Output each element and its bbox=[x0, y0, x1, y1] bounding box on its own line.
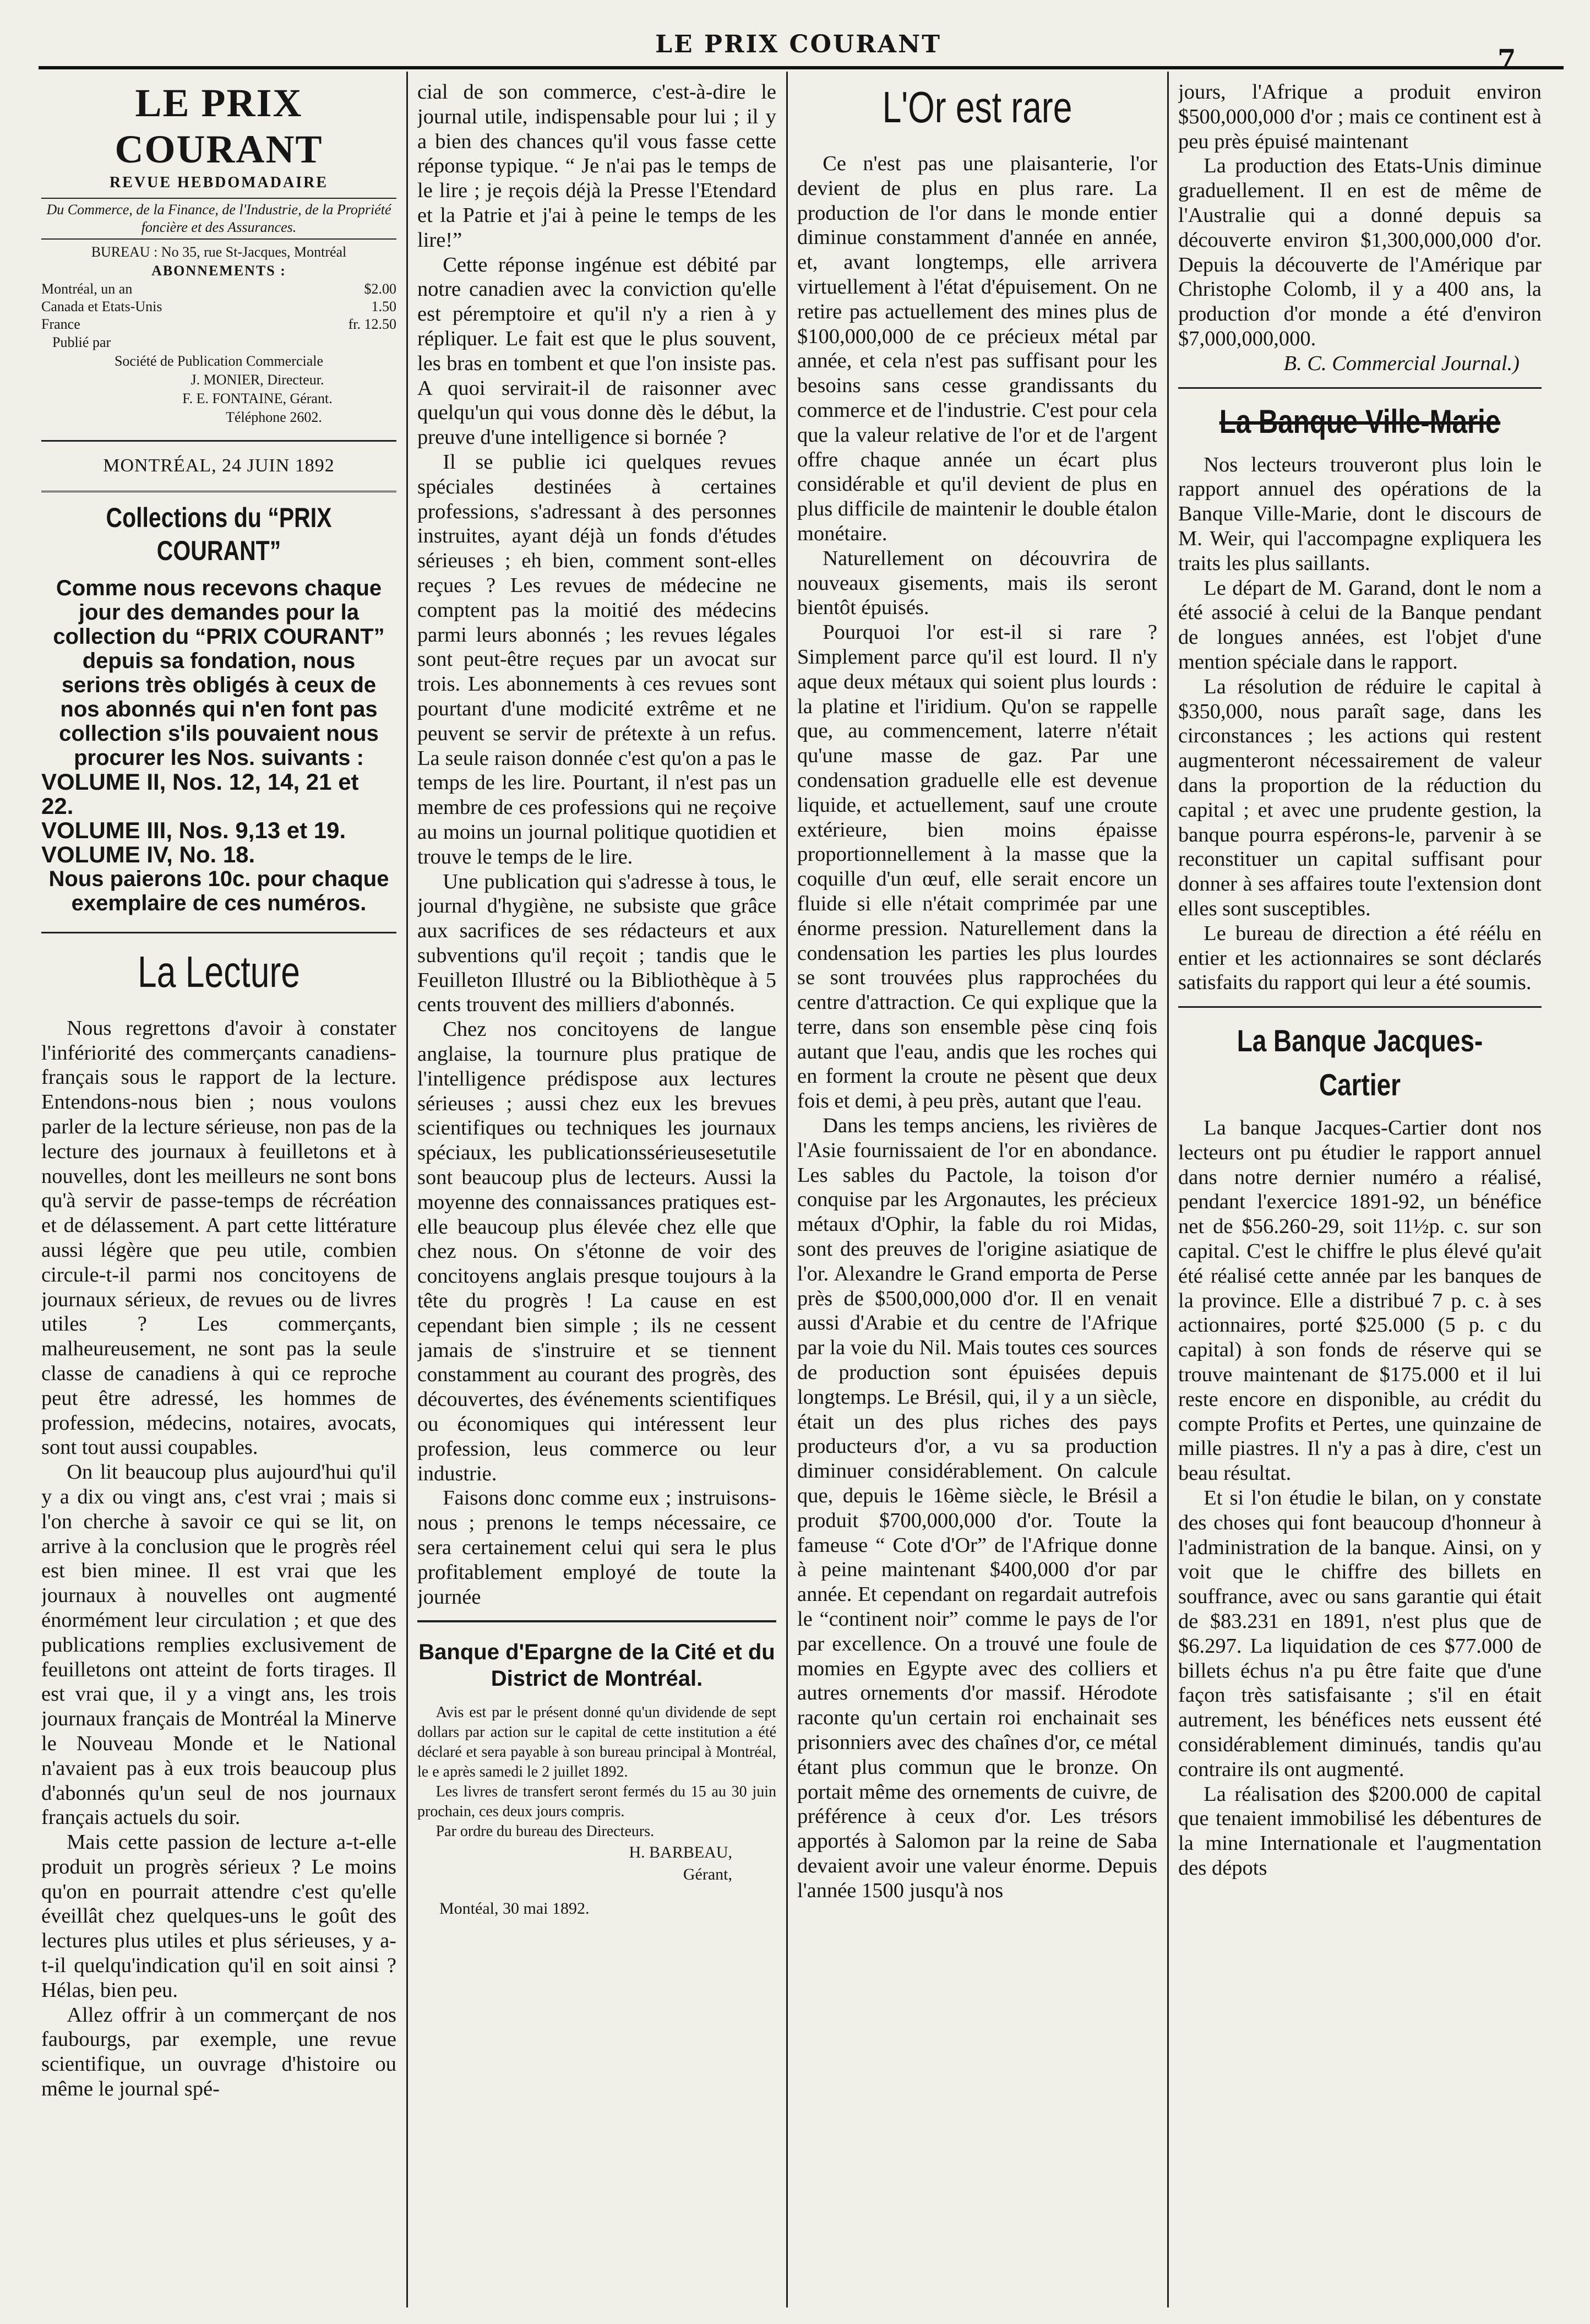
article-paragraph: Ce n'est pas une plaisanterie, l'or devient de plus en plus rare. La production de l'or dans le monde entier diminue constamment d'année en année, et, avant longtemps, elle arrivera virtuellement à l'état d'épuisement. On ne retire pas actuellement des mines plus de $100,000,000 de ce précieux métal par année, et cela n'est pas suffisant pour les besoins sans cesse grandissants du commerce et de l'industrie. C'est pour cela que la valeur relative de l'or et de l'argent offre chaque année un écart plus considérable et qu'il devient de plus en plus difficile de maintenir le double étalon monétaire. bbox=[797, 152, 1157, 545]
subscriptions-label: ABONNEMENTS : bbox=[151, 263, 286, 279]
issue-date: MONTRÉAL, 24 JUIN 1892 bbox=[41, 440, 396, 492]
article-paragraph: Allez offrir à un commerçant de nos faubourgs, par exemple, une revue scientifique, un ouvrage d'histoire ou même le journal spé- bbox=[41, 2003, 396, 2101]
article-paragraph: jours, l'Afrique a produit environ $500,000,000 d'or ; mais ce continent est à peu près épuisé maintenant bbox=[1178, 80, 1542, 153]
running-title: LE PRIX COURANT bbox=[655, 30, 941, 58]
article-paragraph: Cette réponse ingénue est débité par notre canadien avec la conviction qu'elle est péremptoire et qu'il n'y a rien à y répliquer. Le fait est que le plus souvent, les bras en tombent et que l'on insiste pas. A quoi servirait-il de raisonner avec quelqu'un qui vous donne dès le début, la preuve d'une intelligence si bornée ? bbox=[417, 253, 776, 449]
collections-text: Comme nous recevons chaque jour des demandes pour la collection du “PRIX COURANT” depuis sa fondation, nous serions très obligés à ceux de nos abonnés qui n'en font pas collection s'ils pouvaient nous procurer les Nos. suivants : bbox=[53, 575, 385, 770]
notice-signatory: H. BARBEAU, bbox=[629, 1843, 732, 1862]
notice-paragraph: Les livres de transfert seront fermés du 15 au 30 juin prochain, ces deux jours compris. bbox=[417, 1783, 776, 1821]
section-rule bbox=[1178, 1006, 1542, 1008]
collections-volume-2: VOLUME II, Nos. 12, 14, 21 et 22. bbox=[41, 768, 359, 819]
masthead bbox=[41, 80, 396, 427]
article-paragraph: Chez nos concitoyens de langue anglaise, la tournure plus pratique de l'intelligence prédispose aux lectures sérieuses ; aussi chez eux les brevues scientifiques ou techniques les journaux spéciaux, les publicationssérieusesetutile sont beaucoup plus de lecteurs. Aussi la moyenne des connaissances pratiques est-elle beaucoup plus élevée chez elle que chez nous. On s'étonne de voir des concitoyens anglais presque toujours à la tête du progrès ! La cause en est cependant bien simple ; ils ne cessent jamais de s'instruire et se tiennent constamment au courant des progrès, des découvertes, des événements scientifiques ou économiques qui intéressent leur profession, leus commerce ou leur industrie. bbox=[417, 1018, 776, 1485]
article-source: B. C. Commercial Journal.) bbox=[1283, 351, 1520, 375]
article-paragraph: La production des Etats-Unis diminue graduellement. Il en est de même de l'Australie qui a donné depuis sa découverte environ $1,300,000,000 d'or. Depuis la découverte de l'Amérique par Christophe Colomb, il y a 400 ans, la production d'or monde a été d'environ $7,000,000,000. bbox=[1178, 154, 1542, 350]
article-paragraph: Le départ de M. Garand, dont le nom a été associé à celui de la Banque pendant de longues années, est l'objet d'une mention spéciale dans le rapport. bbox=[1178, 576, 1542, 674]
or-rare-heading: L'Or est rare bbox=[882, 83, 1072, 132]
article-paragraph: On lit beaucoup plus aujourd'hui qu'il y a dix ou vingt ans, c'est vrai ; mais si l'on cherche à savoir ce qui se lit, on arrive à la conclusion que le progrès réel est bien minee. Il est vrai que les journaux à nouvelles ont augmenté énormément leur circulation ; et que des publications remplies exclusivement de feuilletons ont atteint de forts tirages. Il est vrai que, il y a vingt ans, les trois journaux français de Montréal la Minerve le Nouveau Monde et le National n'avaient pas à eux trois beaucoup plus d'abonnés qu'un seul de nos journaux français actuels du soir. bbox=[41, 1460, 396, 1829]
article-paragraph: cial de son commerce, c'est-à-dire le journal utile, indispensable pour lui ; il y a bien des chances qu'il vous fasse cette réponse typique. “ Je n'ai pas le temps de le lire ; je reçois déjà la Presse l'Etendard et la Patrie et j'ai à peine le temps de les lire!” bbox=[417, 80, 776, 252]
publisher: Société de Publication Commerciale bbox=[114, 353, 324, 369]
lecture-heading: La Lecture bbox=[138, 947, 300, 996]
article-paragraph: Mais cette passion de lecture a-t-elle produit un progrès sérieux ? Le moins qu'on en pourrait attendre c'est qu'elle éveillât chez quelques-uns le goût des lectures plus utiles et plus sérieuses, y a-t-il quelqu'indication qu'il en soit ainsi ? Hélas, bien peu. bbox=[41, 1831, 396, 2002]
article-paragraph: Faisons donc comme eux ; instruisons-nous ; prenons le temps nécessaire, ce sera certainement celui qui sera le plus profitablement employé de toute la journée bbox=[417, 1486, 776, 1609]
bureau-address: BUREAU : No 35, rue St-Jacques, Montréal bbox=[91, 244, 347, 260]
published-by-label: Publié par bbox=[52, 334, 111, 350]
price-row bbox=[41, 298, 396, 316]
column-rule-1 bbox=[406, 72, 408, 2307]
article-paragraph: Dans les temps anciens, les rivières de l'Asie fournissaient de l'or en abondance. Les sables du Pactole, la toison d'or conquise par les Argonautes, les précieux métaux d'Ophir, la fable du roi Midas, sont des preuves de l'origine asiatique de l'or. Alexandre le Grand emporta de Perse près de $500,000,000 d'or. Il en venait aussi d'Arabie et du centre de l'Afrique par la voie du Nil. Mais toutes ces sources de production sont épuisées depuis longtemps. Le Brésil, qui, il y a un siècle, était un des plus riches des pays producteurs d'or, a vu sa production diminuer considérablement. On calcule que, depuis le 16ème siècle, le Brésil a produit $700,000,000 d'or. Toute la fameuse “ Cote d'Or” de l'Afrique donne à peine maintenant $400,000 d'or par année. Et cependant on regardait autrefois le “continent noir” comme le pays de l'or par excellence. On a trouvé une foule de momies en Egypte avec des colliers et autres ornements d'or massif. Hérodote raconte qu'un certain roi enchainait ses prisonniers avec des chaînes d'or, ce métal étant plus commun que le bronze. On portait même des ornements de cuivre, de préférence à ceux d'or. Les trésors apportés à Salomon par la reine de Saba devaient avoir une valeur énorme. Depuis l'année 1500 jusqu'à nos bbox=[797, 1114, 1157, 1902]
price-value: $2.00 bbox=[364, 281, 396, 297]
article-paragraph: Pourquoi l'or est-il si rare ? Simplement parce qu'il est lourd. Il n'y aque deux métaux qui soient plus lourds : la platine et l'iridium. Qu'on se rappelle que, au commencement, laterre n'était qu'une masse de gaz. Par une condensation graduelle elle est devenue liquide, et actuellement, sauf une croute extérieure, bien moins épaisse proportionnellement à la masse que la coquille d'un œuf, elle serait encore un fluide si elle n'était comprimée par une énorme pression. Naturellement dans la condensation les parties les plus lourdes se sont trouvées plus rapprochées du centre d'attraction. Ce qui explique que la terre, dans son ensemble pèse cinq fois autant que l'eau, andis que les roches qui en forment la croute ne pèsent que deux fois et demi, à peu près, autant que l'eau. bbox=[797, 621, 1157, 1113]
column-3 bbox=[797, 80, 1157, 2299]
collections-heading: Collections du “PRIX COURANT” bbox=[106, 502, 332, 566]
column-2 bbox=[417, 80, 776, 2299]
article-paragraph: Naturellement on découvrira de nouveaux gisements, mais ils seront bientôt épuisés. bbox=[797, 546, 1157, 620]
column-rule-2 bbox=[786, 72, 788, 2307]
masthead-subtitle: REVUE HEBDOMADAIRE bbox=[109, 174, 329, 191]
notice-paragraph: Par ordre du bureau des Directeurs. bbox=[435, 1823, 655, 1840]
banque-epargne-title: Banque d'Epargne de la Cité et du District de Montréal. bbox=[418, 1640, 775, 1691]
column-rule-3 bbox=[1167, 72, 1169, 2307]
director: J. MONIER, Directeur. bbox=[190, 372, 324, 388]
collections-volume-3: VOLUME III, Nos. 9,13 et 19. bbox=[41, 817, 346, 843]
notice-paragraph: Avis est par le présent donné qu'un dividende de sept dollars par action sur le capital de cette institution a été déclaré et sera payable à son bureau principal à Montréal, le e après samedi le 2 juillet 1892. bbox=[417, 1704, 776, 1781]
section-rule bbox=[417, 1620, 776, 1622]
notice-date: Montéal, 30 mai 1892. bbox=[439, 1899, 590, 1918]
collections-offer: Nous paierons 10c. pour chaque exemplaire de ces numéros. bbox=[48, 866, 389, 915]
collections-notice bbox=[41, 576, 396, 915]
notice-signatory-role: Gérant, bbox=[683, 1865, 732, 1884]
article-paragraph: La réalisation des $200.000 de capital que tenaient immobilisé les débentures de la mine Internationale et l'augmentation des dépots bbox=[1178, 1782, 1542, 1880]
price-row bbox=[41, 280, 396, 298]
price-value: fr. 12.50 bbox=[348, 316, 396, 332]
article-paragraph: Nos lecteurs trouveront plus loin le rapport annuel des opérations de la Banque Ville-Marie, dont le discours de M. Weir, qui l'accompagne expliquera les traits les plus saillants. bbox=[1178, 453, 1542, 575]
telephone: Téléphone 2602. bbox=[226, 409, 322, 425]
banque-epargne-notice bbox=[417, 1639, 776, 1921]
price-value: 1.50 bbox=[371, 298, 396, 314]
article-paragraph: Une publication qui s'adresse à tous, le journal d'hygiène, ne subsiste que grâce aux sacrifices de ses rédacteurs et aux subventions qu'il reçoit ; tandis que le Feuilleton Illustré ou la Bibliothèque à 5 cents trouvent des milliers d'abonnés. bbox=[417, 870, 776, 1017]
page-number: 7 bbox=[1498, 44, 1516, 75]
jacques-cartier-heading: La Banque Jacques-Cartier bbox=[1237, 1023, 1483, 1103]
collections-volume-4: VOLUME IV, No. 18. bbox=[41, 841, 255, 867]
article-paragraph: La banque Jacques-Cartier dont nos lecteurs ont pu étudier le rapport annuel dans notre dernier numéro a réalisé, pendant l'exercice 1891-92, un bénéfice net de $56.260-29, soit 11½p. c. sur son capital. C'est le chiffre le plus élevé qu'ait été réalisé cette année par les banques de la province. Elle a distribué 7 p. c. à ses actionnaires, porté $25.000 (5 p. c du capital) à son fonds de réserve qui se trouve maintenant de $175.000 et il lui reste encore en disponible, au crédit du compte Profits et Pertes, une quinzaine de mille piastres. Il n'y a pas à dire, c'est un beau résultat. bbox=[1178, 1116, 1542, 1485]
section-rule bbox=[41, 932, 396, 933]
article-paragraph: Le bureau de direction a été réélu en entier et les actionnaires se sont déclarés satisfaits du rapport qui leur a été soumis. bbox=[1178, 921, 1542, 995]
price-place: France bbox=[41, 316, 80, 332]
masthead-tagline: Du Commerce, de la Finance, de l'Industrie, de la Propriété foncière et des Assurances. bbox=[41, 198, 396, 240]
price-place: Canada et Etats-Unis bbox=[41, 298, 162, 314]
article-paragraph: La résolution de réduire le capital à $350,000, nous paraît sage, dans les circonstances ; les actions qui restent augmenteront nécessairement de valeur dans la proportion de la réduction du capital ; et avec une prudente gestion, la banque pourra espérons-le, parvenir à se reconstituer un capital suffisant pour donner à ses affaires toute l'extension dont elles sont susceptibles. bbox=[1178, 675, 1542, 920]
article-paragraph: Il se publie ici quelques revues spéciales destinées à certaines professions, s'adressant à des personnes instruites, ayant déjà un fonds d'études sérieuses ; eh bien, comment sont-elles reçues ? Les revues de médecine ne comptent pas la moitié des médecins parmi leurs abonnés ; les revues légales sont peut-être reçues par un avocat sur trois. Les abonnements à ces revues sont pourtant d'une modicité extrême et ne peuvent se servir de prétexte à un refus. La seule raison donnée c'est qu'on a pas le temps de les lire. Pourtant, il n'est pas un membre de ces professions qui ne reçoive au moins un journal politique quotidien et trouve le temps de le lire. bbox=[417, 450, 776, 868]
manager: F. E. FONTAINE, Gérant. bbox=[182, 390, 333, 406]
column-1 bbox=[41, 80, 396, 2299]
price-place: Montréal, un an bbox=[41, 281, 133, 297]
ville-marie-heading: La Banque Ville-Marie bbox=[1219, 403, 1501, 440]
header-rule bbox=[39, 66, 1564, 69]
column-4 bbox=[1178, 80, 1542, 2299]
price-row bbox=[41, 316, 396, 333]
section-rule bbox=[1178, 387, 1542, 389]
article-paragraph: Et si l'on étudie le bilan, on y constate des choses qui font beaucoup d'honneur à l'administration de la banque. Ainsi, on y voit que le chiffre des billets en souffrance, avec ou sans garantie qui était de $83.231 en 1891, n'est plus que de $6.297. La liquidation de ces $77.000 de billets échus n'a pu être faite que d'une façon très satisfaisante ; s'il en était autrement, les bénéfices nets eussent été considérablement diminués, tandis qu'au contraire ils ont augmenté. bbox=[1178, 1486, 1542, 1781]
article-paragraph: Nous regrettons d'avoir à constater l'infériorité des commerçants canadiens-français sous le rapport de la lecture. Entendons-nous bien ; nous voulons parler de la lecture sérieuse, non pas de la lecture des journaux à feuilletons et à nouvelles, dont les meilleurs ne sont bons qu'à servir de passe-temps de récréation et de délassement. A part cette littérature aussi légère que peu utile, combien circule-t-il parmi nos concitoyens de journaux sérieux, de revues ou de livres utiles ? Les commerçants, malheureusement, ne sont pas la seule classe de canadiens à qui ce reproche peut être adressé, les hommes de profession, médecins, notaires, avocats, sont tout aussi coupables. bbox=[41, 1016, 396, 1459]
masthead-title: LE PRIX COURANT bbox=[115, 81, 323, 171]
